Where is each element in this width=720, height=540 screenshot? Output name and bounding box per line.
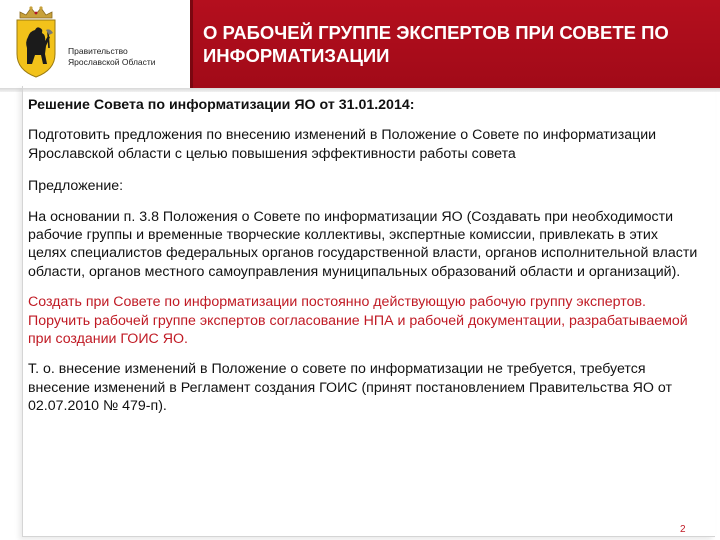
proposal-text: Создать при Совете по информатизации постоянно действующую рабочую группу экспертов. Поручить рабочей группе экспертов согласование НПА и рабочей документации, разрабатываемой при создании ГОИС ЯО. xyxy=(28,294,688,348)
slide-title xyxy=(203,21,720,67)
basis-text: На основании п. 3.8 Положения о Совете по информатизации ЯО (Создавать при необходимости рабочие группы и временные творческие коллективы, экспертные комиссии, привлекать в этих целях специалистов федеральных органов государственной власти, органов исполнительной власти области, органов местного самоуправления муниципальных образований области и организаций). xyxy=(28,208,698,280)
decision-text: Подготовить предложения по внесению изменений в Положение о Совете по информатизации Ярославской области с целью повышения эффективности работы совета xyxy=(28,127,657,162)
slide-title-line-1: О РАБОЧЕЙ ГРУППЕ ЭКСПЕРТОВ ПРИ СОВЕТЕ ПО xyxy=(203,22,669,43)
page-number: 2 xyxy=(680,524,686,535)
government-line-2: Ярославской Области xyxy=(68,57,156,67)
yaroslavl-coat-of-arms-icon xyxy=(12,4,60,80)
slide-title-line-2: ИНФОРМАТИЗАЦИИ xyxy=(203,45,390,66)
slide-header xyxy=(0,0,720,90)
government-line-1: Правительство xyxy=(68,46,128,56)
government-caption xyxy=(68,46,188,68)
decision-heading: Решение Совета по информатизации ЯО от 31.01.2014: xyxy=(28,97,415,113)
conclusion-text: Т. о. внесение изменений в Положение о совете по информатизации не требуется, требуется внесение изменений в Регламент создания ГОИС (принят постановлением Правительства ЯО от 02.07.2010 № 479-п). xyxy=(28,361,672,415)
title-band xyxy=(190,0,720,88)
logo-area xyxy=(0,0,190,90)
proposal-heading: Предложение: xyxy=(28,178,124,195)
slide-body xyxy=(28,96,700,416)
